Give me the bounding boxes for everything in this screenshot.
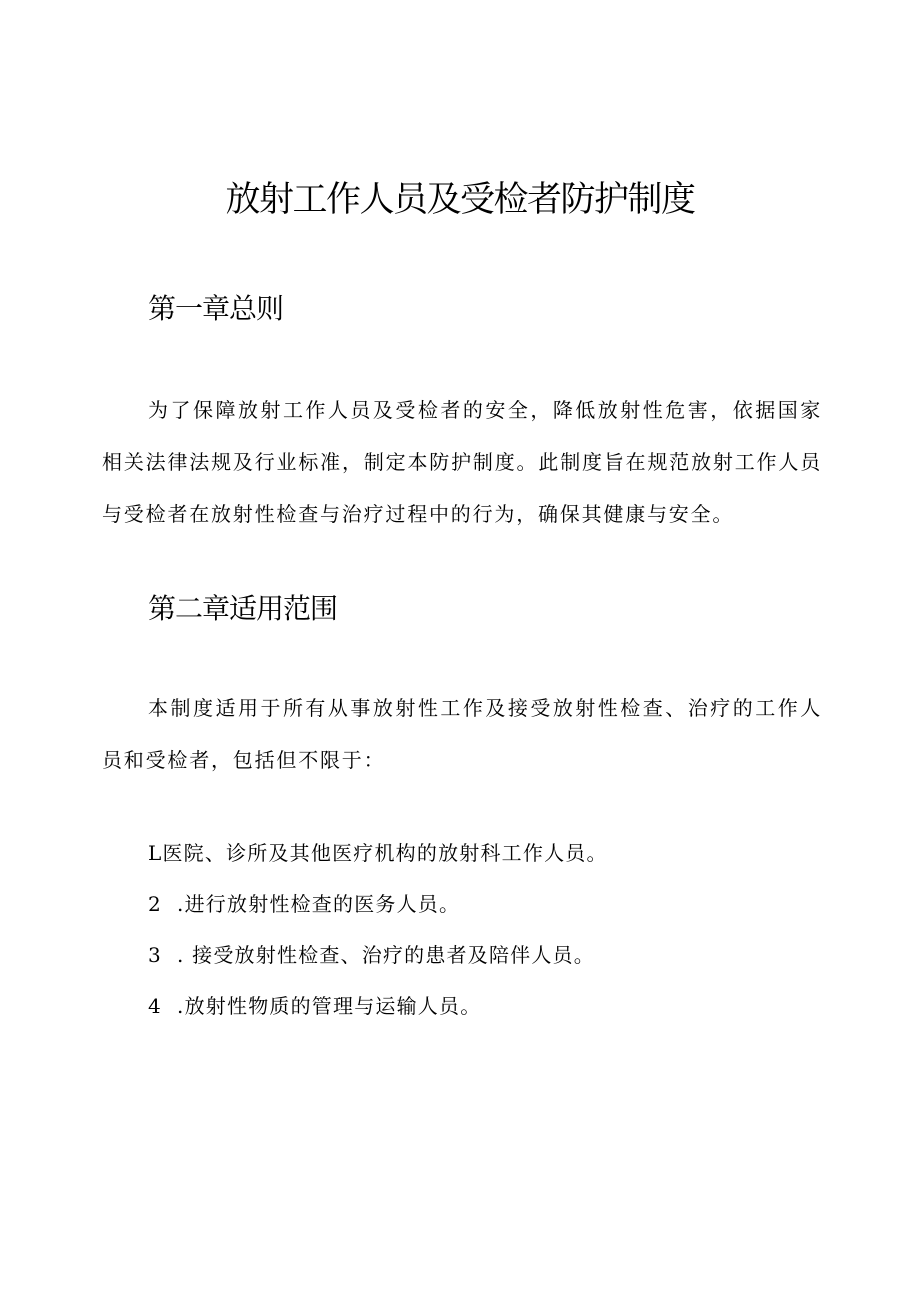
list-item: 2 .进行放射性检查的医务人员。 [148, 892, 461, 916]
chapter-1-heading: 第一章总则 [148, 292, 284, 325]
chapter-2-heading: 第二章适用范围 [148, 592, 338, 625]
scope-list [148, 828, 608, 1032]
chapter-2-paragraph: 本制度适用于所有从事放射性工作及接受放射性检查、治疗的工作人员和受检者，包括但不限于： [102, 696, 822, 772]
chapter-1-paragraph: 为了保障放射工作人员及受检者的安全，降低放射性危害，依据国家相关法律法规及行业标准，制定本防护制度。此制度旨在规范放射工作人员与受检者在放射性检查与治疗过程中的行为，确保其健康与安全。 [102, 398, 822, 526]
list-item: 3 . 接受放射性检查、治疗的患者及陪伴人员。 [148, 943, 595, 967]
list-item: 4 .放射性物质的管理与运输人员。 [148, 994, 482, 1018]
list-item: L医院、诊所及其他医疗机构的放射科工作人员。 [148, 841, 608, 865]
document-title: 放射工作人员及受检者防护制度 [225, 180, 695, 220]
